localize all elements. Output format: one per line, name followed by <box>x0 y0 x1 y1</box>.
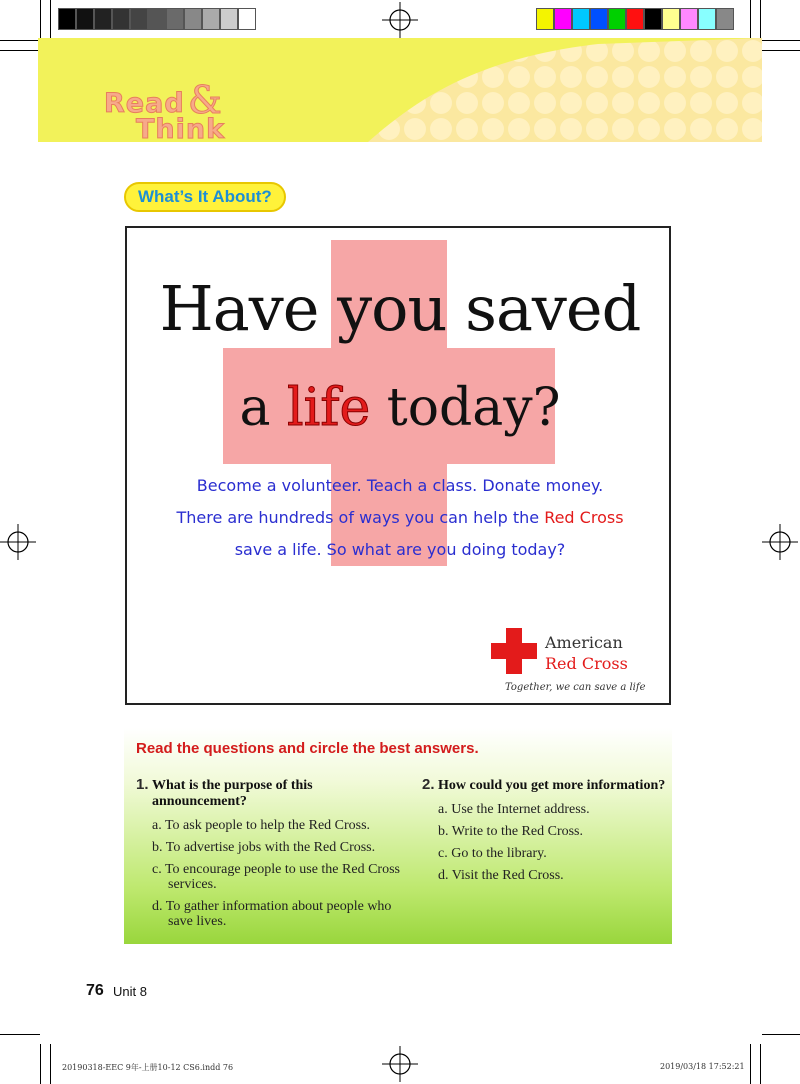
print-slug-timestamp: 2019/03/18 17:52:21 <box>660 1062 745 1071</box>
answer-option-c[interactable]: c. Go to the library. <box>438 846 547 861</box>
calibration-swatch <box>148 8 166 30</box>
poster-tagline-2 <box>147 508 653 527</box>
page-title-ampersand: & <box>188 78 222 122</box>
organization-name-line2: Red Cross <box>545 654 628 673</box>
answer-option-c[interactable]: c. To encourage people to use the Red Cross services. <box>152 862 400 892</box>
tagline-2-text: There are hundreds of ways you can help the <box>176 508 540 527</box>
question-text: What is the purpose of this announcement? <box>152 778 313 809</box>
crop-mark <box>750 1044 751 1084</box>
calibration-swatch <box>112 8 130 30</box>
poster-tagline-1: Become a volunteer. Teach a class. Donate money. <box>196 476 604 495</box>
registration-mark-icon <box>762 524 798 560</box>
crop-mark <box>0 50 40 51</box>
question-1 <box>136 778 406 936</box>
answer-option-b[interactable]: b. To advertise jobs with the Red Cross. <box>152 840 376 855</box>
answer-option-d[interactable]: d. Visit the Red Cross. <box>438 868 564 883</box>
calibration-swatch <box>166 8 184 30</box>
calibration-swatch <box>590 8 608 30</box>
unit-label: Unit 8 <box>113 984 147 999</box>
calibration-swatch <box>716 8 734 30</box>
calibration-swatch <box>554 8 572 30</box>
organization-motto: Together, we can save a life <box>505 682 646 693</box>
page-number: 76 <box>86 982 104 999</box>
calibration-swatch <box>130 8 148 30</box>
print-slug-file: 20190318-EEC 9年-上册10-12 CS6.indd 76 <box>62 1063 234 1072</box>
crop-mark <box>0 40 40 41</box>
calibration-swatch <box>644 8 662 30</box>
calibration-swatch <box>58 8 76 30</box>
headline-word-today: today? <box>386 378 561 438</box>
crop-mark <box>760 1044 761 1084</box>
calibration-swatch <box>76 8 94 30</box>
registration-mark-icon <box>382 1046 418 1082</box>
crop-mark <box>750 0 751 40</box>
crop-mark <box>760 0 761 40</box>
calibration-swatch <box>662 8 680 30</box>
poster-tagline-3: save a life. So what are you doing today? <box>234 540 566 559</box>
question-number: 2. <box>422 776 435 793</box>
page-title-think: Think <box>136 114 226 145</box>
crop-mark <box>50 0 51 40</box>
crop-mark <box>762 1034 800 1035</box>
page-title-read: Read <box>104 88 185 119</box>
color-calibration-strip <box>536 8 734 30</box>
crop-mark <box>50 1044 51 1084</box>
question-number: 1. <box>136 776 149 793</box>
calibration-swatch <box>698 8 716 30</box>
answer-options <box>152 818 406 929</box>
calibration-swatch <box>572 8 590 30</box>
calibration-swatch <box>220 8 238 30</box>
calibration-swatch <box>680 8 698 30</box>
answer-option-a[interactable]: a. Use the Internet address. <box>438 802 590 817</box>
calibration-swatch <box>238 8 256 30</box>
question-text: How could you get more information? <box>438 778 666 793</box>
answer-option-b[interactable]: b. Write to the Red Cross. <box>438 824 583 839</box>
registration-mark-icon <box>382 2 418 38</box>
question-2 <box>422 778 692 890</box>
tagline-2-red-cross: Red Cross <box>544 508 624 527</box>
calibration-swatch <box>184 8 202 30</box>
crop-mark <box>40 0 41 40</box>
answer-option-a[interactable]: a. To ask people to help the Red Cross. <box>152 818 371 833</box>
poster-headline-line1: Have you saved <box>159 272 641 345</box>
red-cross-poster <box>125 226 671 705</box>
organization-name <box>545 632 628 674</box>
section-badge <box>124 182 286 212</box>
headline-word-life: life <box>286 378 371 438</box>
section-badge-label: What’s It About? <box>138 187 272 206</box>
crop-mark <box>0 1034 40 1035</box>
headline-word-a: a <box>239 378 271 438</box>
crop-mark <box>762 40 800 41</box>
questions-instruction: Read the questions and circle the best answers. <box>136 740 479 757</box>
calibration-swatch <box>202 8 220 30</box>
calibration-swatch <box>94 8 112 30</box>
questions-panel <box>124 728 672 944</box>
calibration-swatch <box>608 8 626 30</box>
answer-options <box>438 802 692 883</box>
registration-mark-icon <box>0 524 36 560</box>
gray-calibration-strip <box>58 8 256 30</box>
crop-mark <box>762 50 800 51</box>
poster-headline-line2 <box>127 378 671 438</box>
crop-mark <box>40 1044 41 1084</box>
red-cross-logo-icon <box>491 628 537 674</box>
calibration-swatch <box>536 8 554 30</box>
calibration-swatch <box>626 8 644 30</box>
organization-name-line1: American <box>545 633 623 652</box>
answer-option-d[interactable]: d. To gather information about people who save lives. <box>152 899 392 929</box>
